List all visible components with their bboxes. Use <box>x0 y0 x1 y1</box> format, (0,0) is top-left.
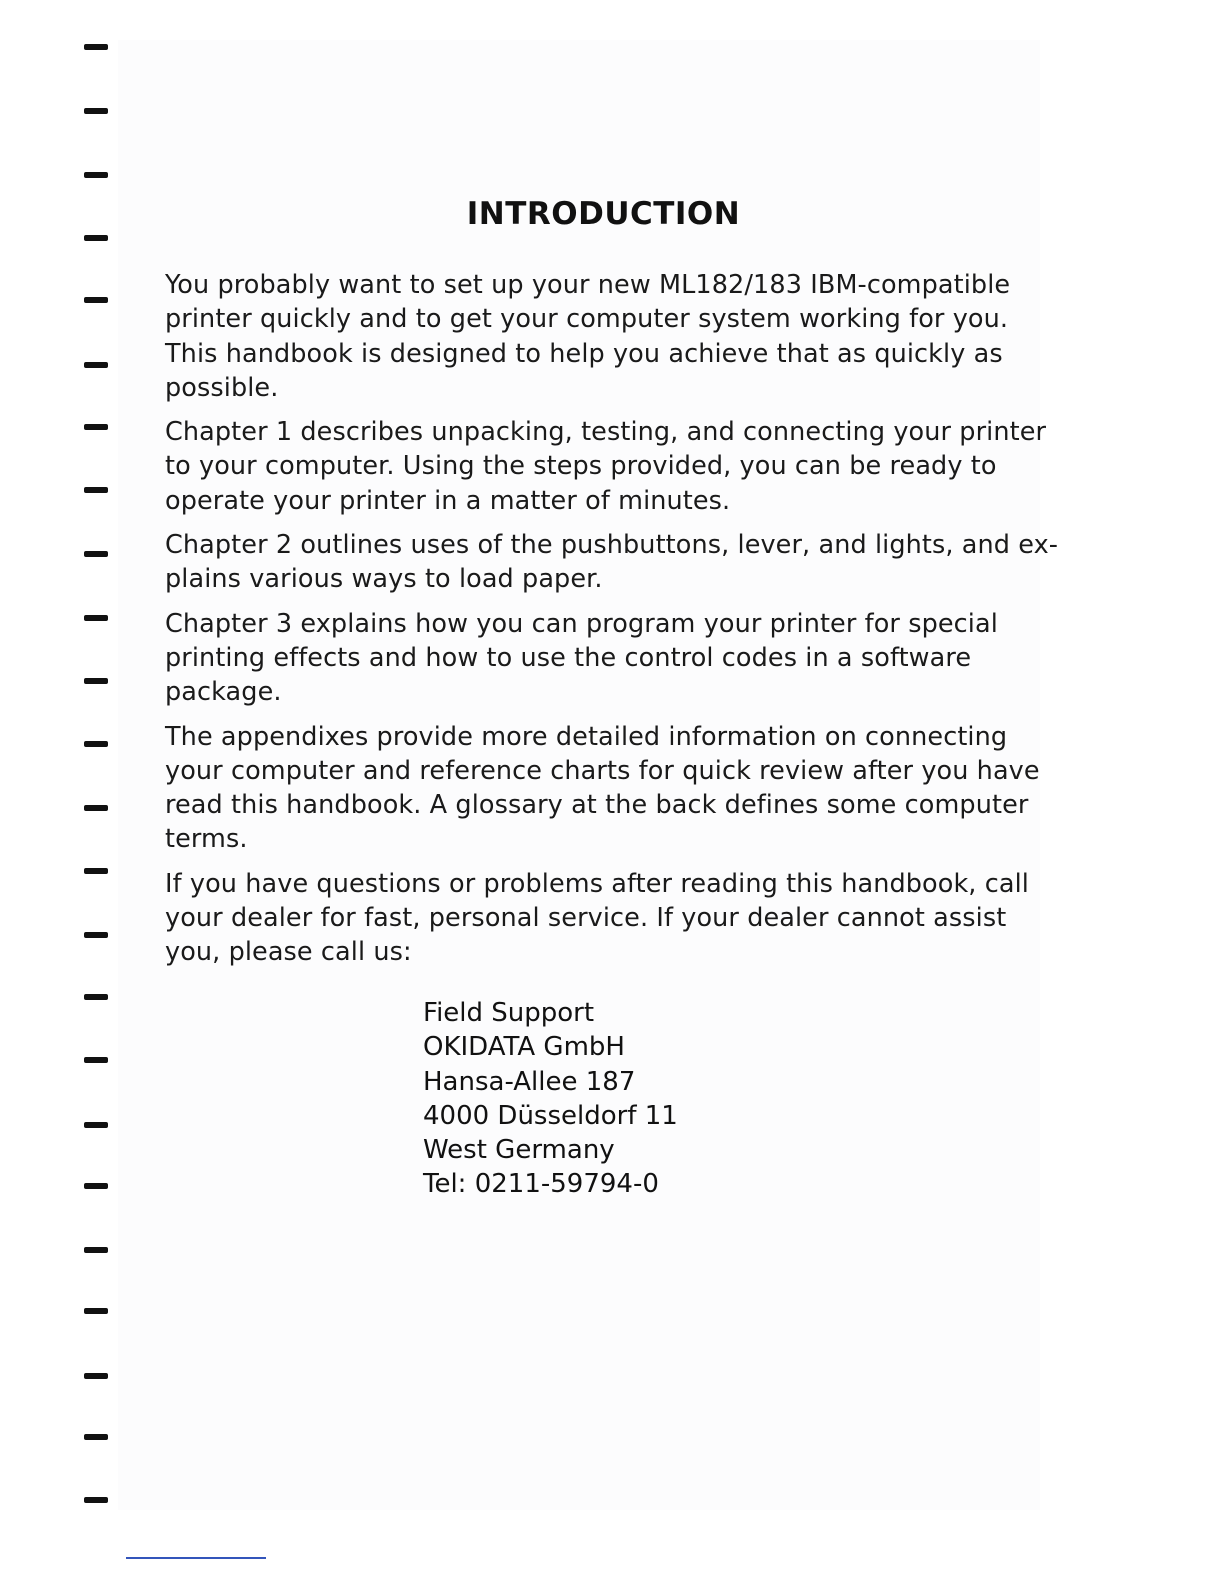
text-line: package. <box>165 677 282 708</box>
binding-mark <box>84 1434 108 1440</box>
text-line: The appendixes provide more detailed information on connecting <box>165 721 1008 752</box>
paragraph-appendixes <box>165 720 1045 857</box>
address-line: Hansa-Allee 187 <box>423 1066 636 1097</box>
text-line: printing effects and how to use the control codes in a software <box>165 642 972 673</box>
page-title: INTRODUCTION <box>466 196 741 232</box>
paragraph-chapter-2 <box>165 528 1059 597</box>
binding-mark <box>84 741 108 747</box>
binding-mark <box>84 235 108 241</box>
text-line: Chapter 3 explains how you can program your printer for special <box>165 608 998 639</box>
binding-mark <box>84 1373 108 1379</box>
binding-mark <box>84 44 108 50</box>
binding-mark <box>84 678 108 684</box>
paragraph-support <box>165 867 1045 970</box>
footnote-rule <box>126 1557 266 1559</box>
address-line: West Germany <box>423 1135 615 1166</box>
text-line: Chapter 1 describes unpacking, testing, and connecting your printer <box>165 417 1047 448</box>
binding-mark <box>84 805 108 811</box>
paragraph-chapter-1 <box>165 415 1045 518</box>
binding-mark <box>84 1497 108 1503</box>
support-address <box>423 996 823 1202</box>
text-line: your computer and reference charts for quick review after you have <box>165 755 1040 786</box>
address-line: Field Support <box>423 998 595 1028</box>
binding-mark <box>84 487 108 493</box>
text-line: possible. <box>165 372 279 403</box>
text-line: read this handbook. A glossary at the back defines some computer <box>165 790 1029 821</box>
address-line: Tel: 0211-59794-0 <box>423 1169 659 1200</box>
paragraph-chapter-3 <box>165 607 1045 710</box>
binding-mark <box>84 1122 108 1128</box>
text-line: This handbook is designed to help you achieve that as quickly as <box>165 338 1003 369</box>
text-line: If you have questions or problems after reading this handbook, call <box>165 868 1029 899</box>
binding-mark <box>84 1183 108 1189</box>
text-line: you, please call us: <box>165 937 412 968</box>
binding-mark <box>84 1247 108 1253</box>
paragraph-intro <box>165 268 1045 405</box>
binding-holes <box>0 0 120 1584</box>
text-line: plains various ways to load paper. <box>165 564 603 595</box>
text-line: operate your printer in a matter of minutes. <box>165 485 731 516</box>
text-line: Chapter 2 outlines uses of the pushbuttons, lever, and lights, and ex- <box>165 530 1059 561</box>
text-line: terms. <box>165 824 248 855</box>
binding-mark <box>84 868 108 874</box>
body-text <box>165 268 1059 980</box>
text-line: to your computer. Using the steps provided, you can be ready to <box>165 451 997 482</box>
binding-mark <box>84 551 108 557</box>
binding-mark <box>84 615 108 621</box>
address-line: OKIDATA GmbH <box>423 1032 625 1063</box>
binding-mark <box>84 1057 108 1063</box>
binding-mark <box>84 424 108 430</box>
binding-mark <box>84 108 108 114</box>
binding-mark <box>84 362 108 368</box>
binding-mark <box>84 994 108 1000</box>
text-line: printer quickly and to get your computer system working for you. <box>165 304 1009 335</box>
address-line: 4000 Düsseldorf 11 <box>423 1100 678 1131</box>
text-line: You probably want to set up your new ML182/183 IBM-compatible <box>165 270 1011 300</box>
binding-mark <box>84 172 108 178</box>
binding-mark <box>84 932 108 938</box>
binding-mark <box>84 1308 108 1314</box>
binding-mark <box>84 297 108 303</box>
text-line: your dealer for fast, personal service. If your dealer cannot assist <box>165 903 1007 934</box>
